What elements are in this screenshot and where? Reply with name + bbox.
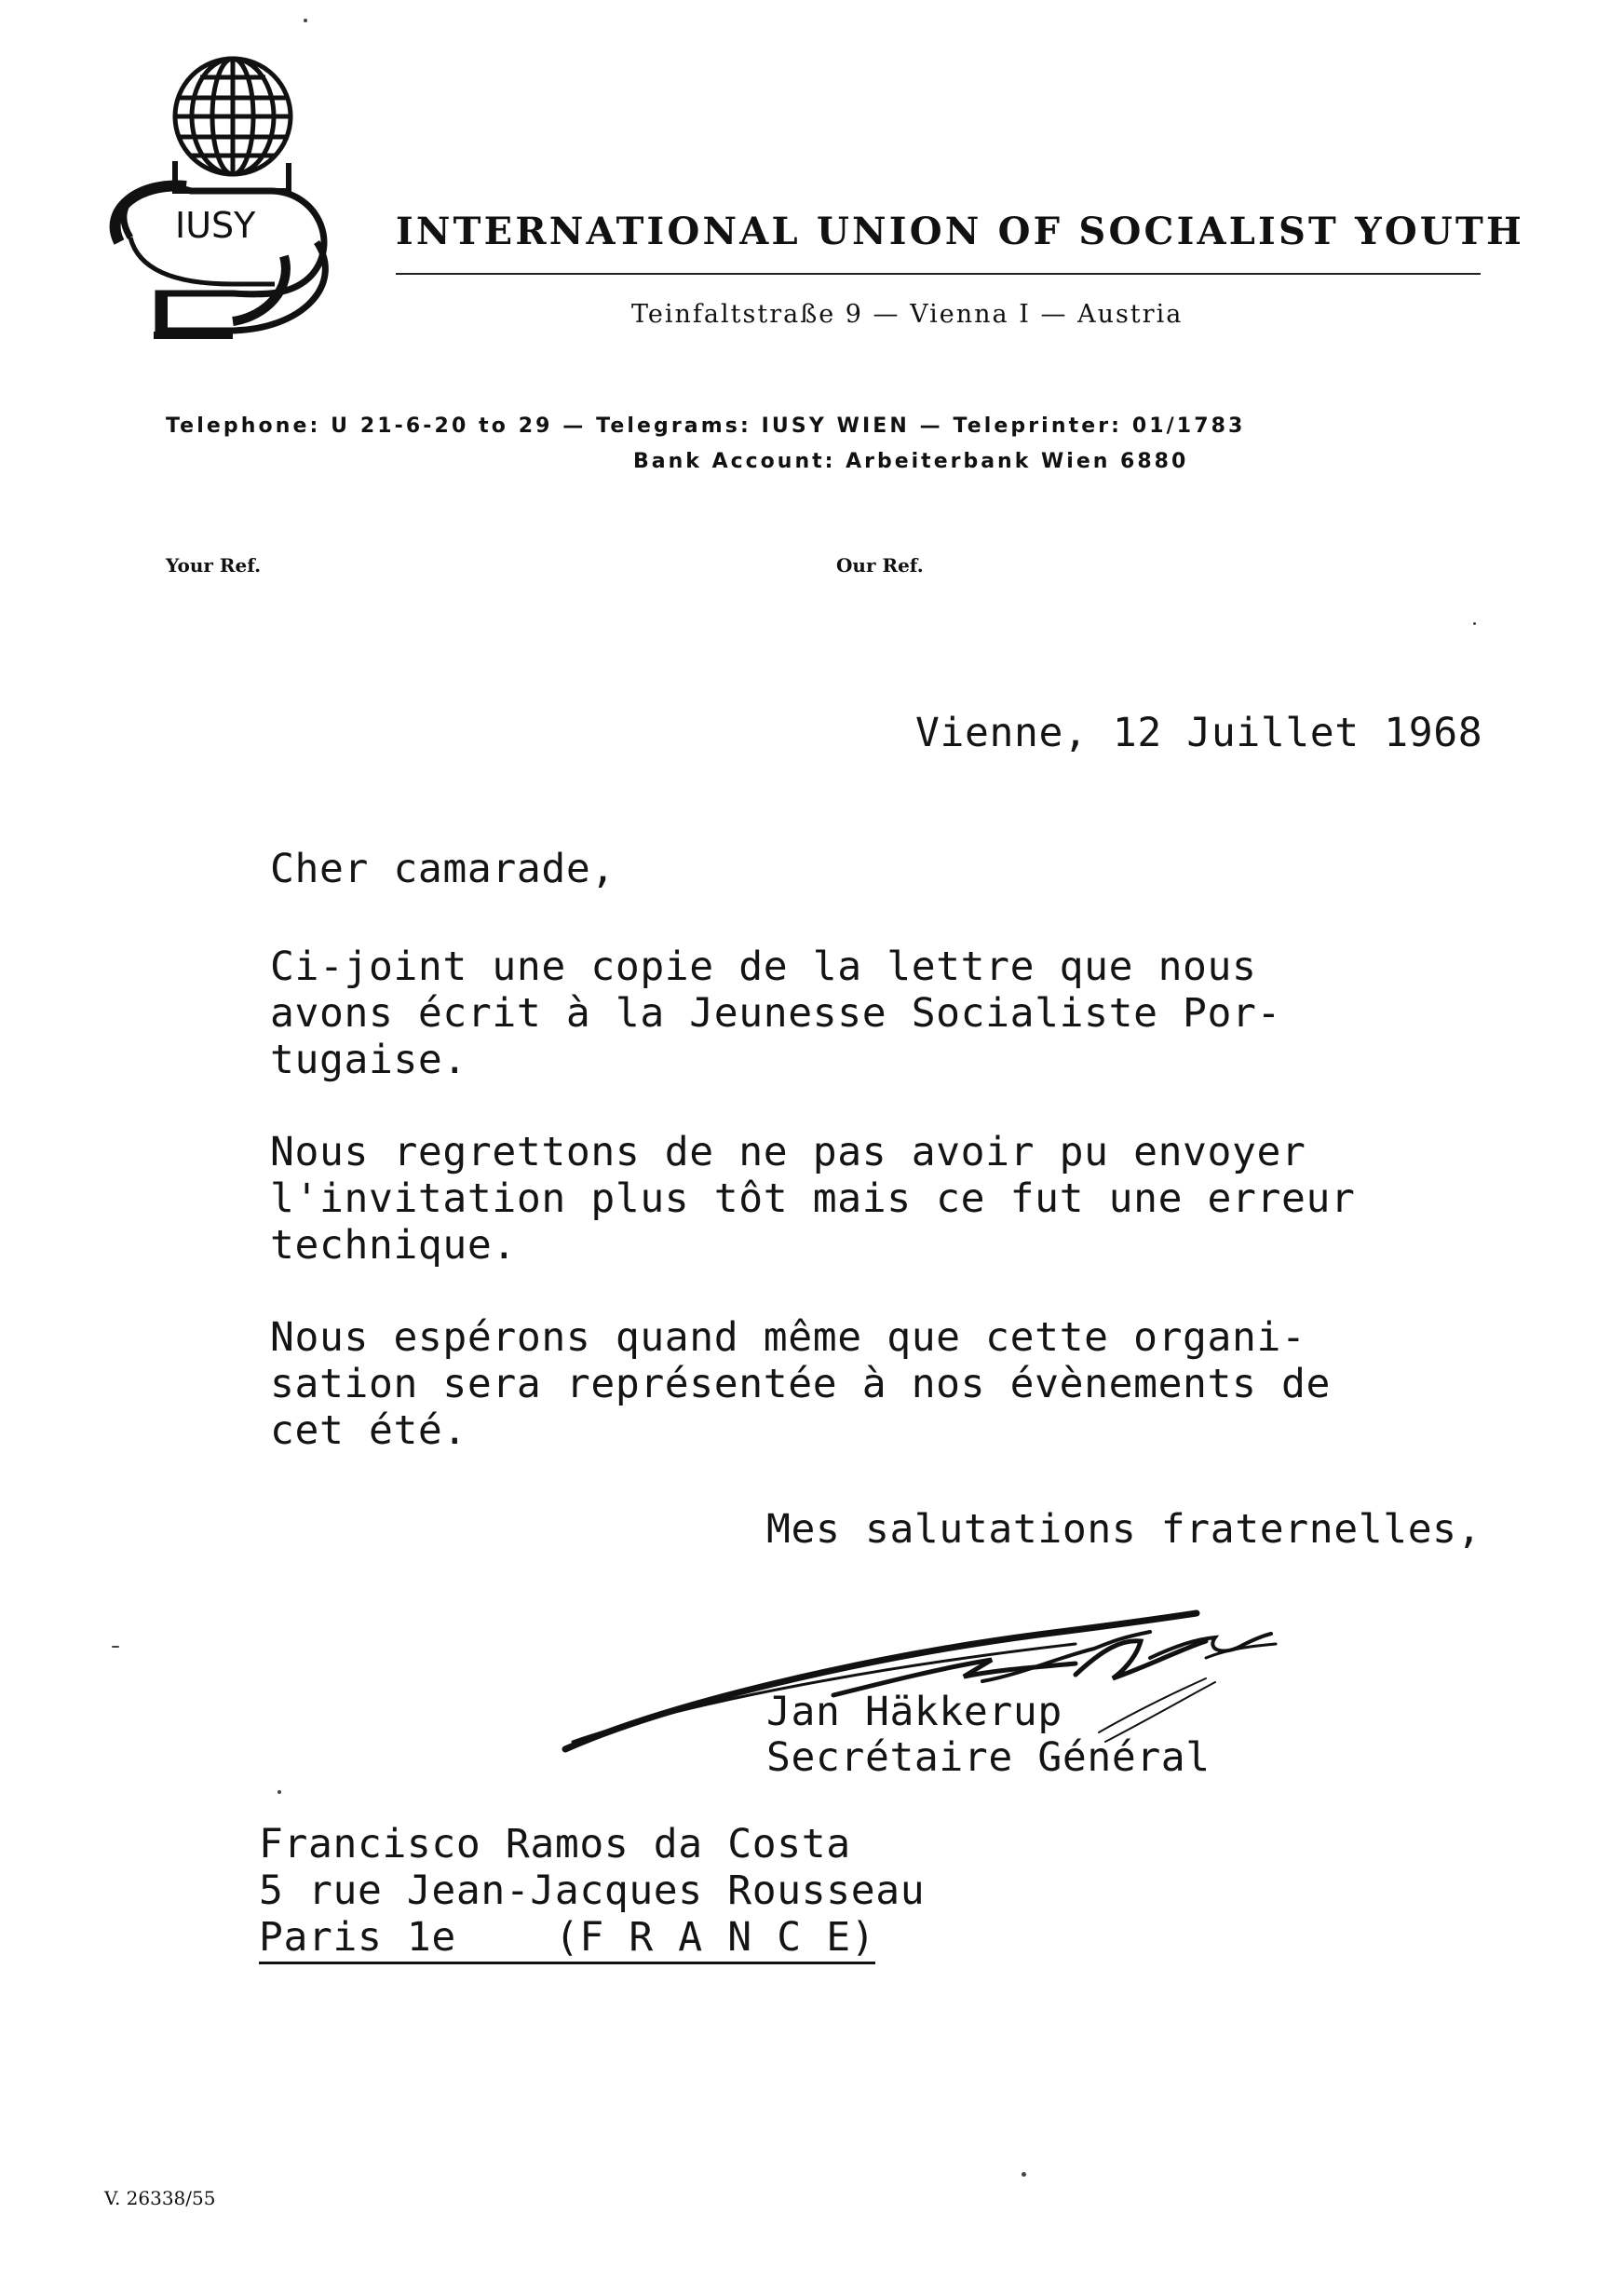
paragraph-line: tugaise.: [270, 1037, 467, 1083]
recipient-address: [259, 1821, 925, 1964]
scan-speck: [1022, 2172, 1026, 2177]
footer-code: V. 26338/55: [104, 2187, 216, 2209]
your-ref-label: Your Ref.: [166, 554, 262, 577]
paragraph-1: [270, 944, 1281, 1083]
paragraph-line: sation sera représentée à nos évènements de: [270, 1361, 1331, 1407]
letter-date: Vienne, 12 Juillet 1968: [915, 710, 1483, 756]
organization-name: INTERNATIONAL UNION OF SOCIALIST YOUTH: [396, 210, 1524, 253]
our-ref-label: Our Ref.: [836, 554, 924, 577]
contact-line: Telephone: U 21-6-20 to 29 — Telegrams: IUSY WIEN — Teleprinter: 01/1783: [166, 414, 1246, 438]
paragraph-2: [270, 1129, 1355, 1269]
bank-account-line: Bank Account: Arbeiterbank Wien 6880: [633, 450, 1189, 473]
paragraph-line: cet été.: [270, 1407, 467, 1454]
scan-speck: [1473, 622, 1476, 625]
paragraph-line: l'invitation plus tôt mais ce fut une erreur: [270, 1175, 1356, 1222]
recipient-city: Paris 1e (F R A N C E): [259, 1914, 875, 1964]
signer-name: Jan Häkkerup: [766, 1689, 1062, 1735]
scan-speck: [304, 19, 307, 22]
paragraph-line: avons écrit à la Jeunesse Socialiste Por-: [270, 990, 1282, 1037]
iusy-logo: [102, 51, 335, 340]
paragraph-line: Ci-joint une copie de la lettre que nous: [270, 944, 1257, 990]
signer-title: Secrétaire Général: [766, 1734, 1211, 1781]
closing: Mes salutations fraternelles,: [766, 1506, 1482, 1553]
greeting: Cher camarade,: [270, 846, 616, 892]
organization-address: Teinfaltstraße 9 — Vienna I — Austria: [631, 300, 1184, 329]
paragraph-line: technique.: [270, 1222, 517, 1269]
paragraph-line: Nous regrettons de ne pas avoir pu envoyer: [270, 1129, 1306, 1175]
scan-speck: [112, 1646, 119, 1648]
recipient-name: Francisco Ramos da Costa: [259, 1821, 851, 1867]
logo-text: IUSY: [175, 205, 256, 246]
recipient-street: 5 rue Jean-Jacques Rousseau: [259, 1867, 926, 1914]
header-rule: [396, 273, 1481, 275]
paragraph-3: [270, 1314, 1331, 1454]
scan-speck: [277, 1790, 281, 1794]
paragraph-line: Nous espérons quand même que cette organi-: [270, 1314, 1306, 1361]
